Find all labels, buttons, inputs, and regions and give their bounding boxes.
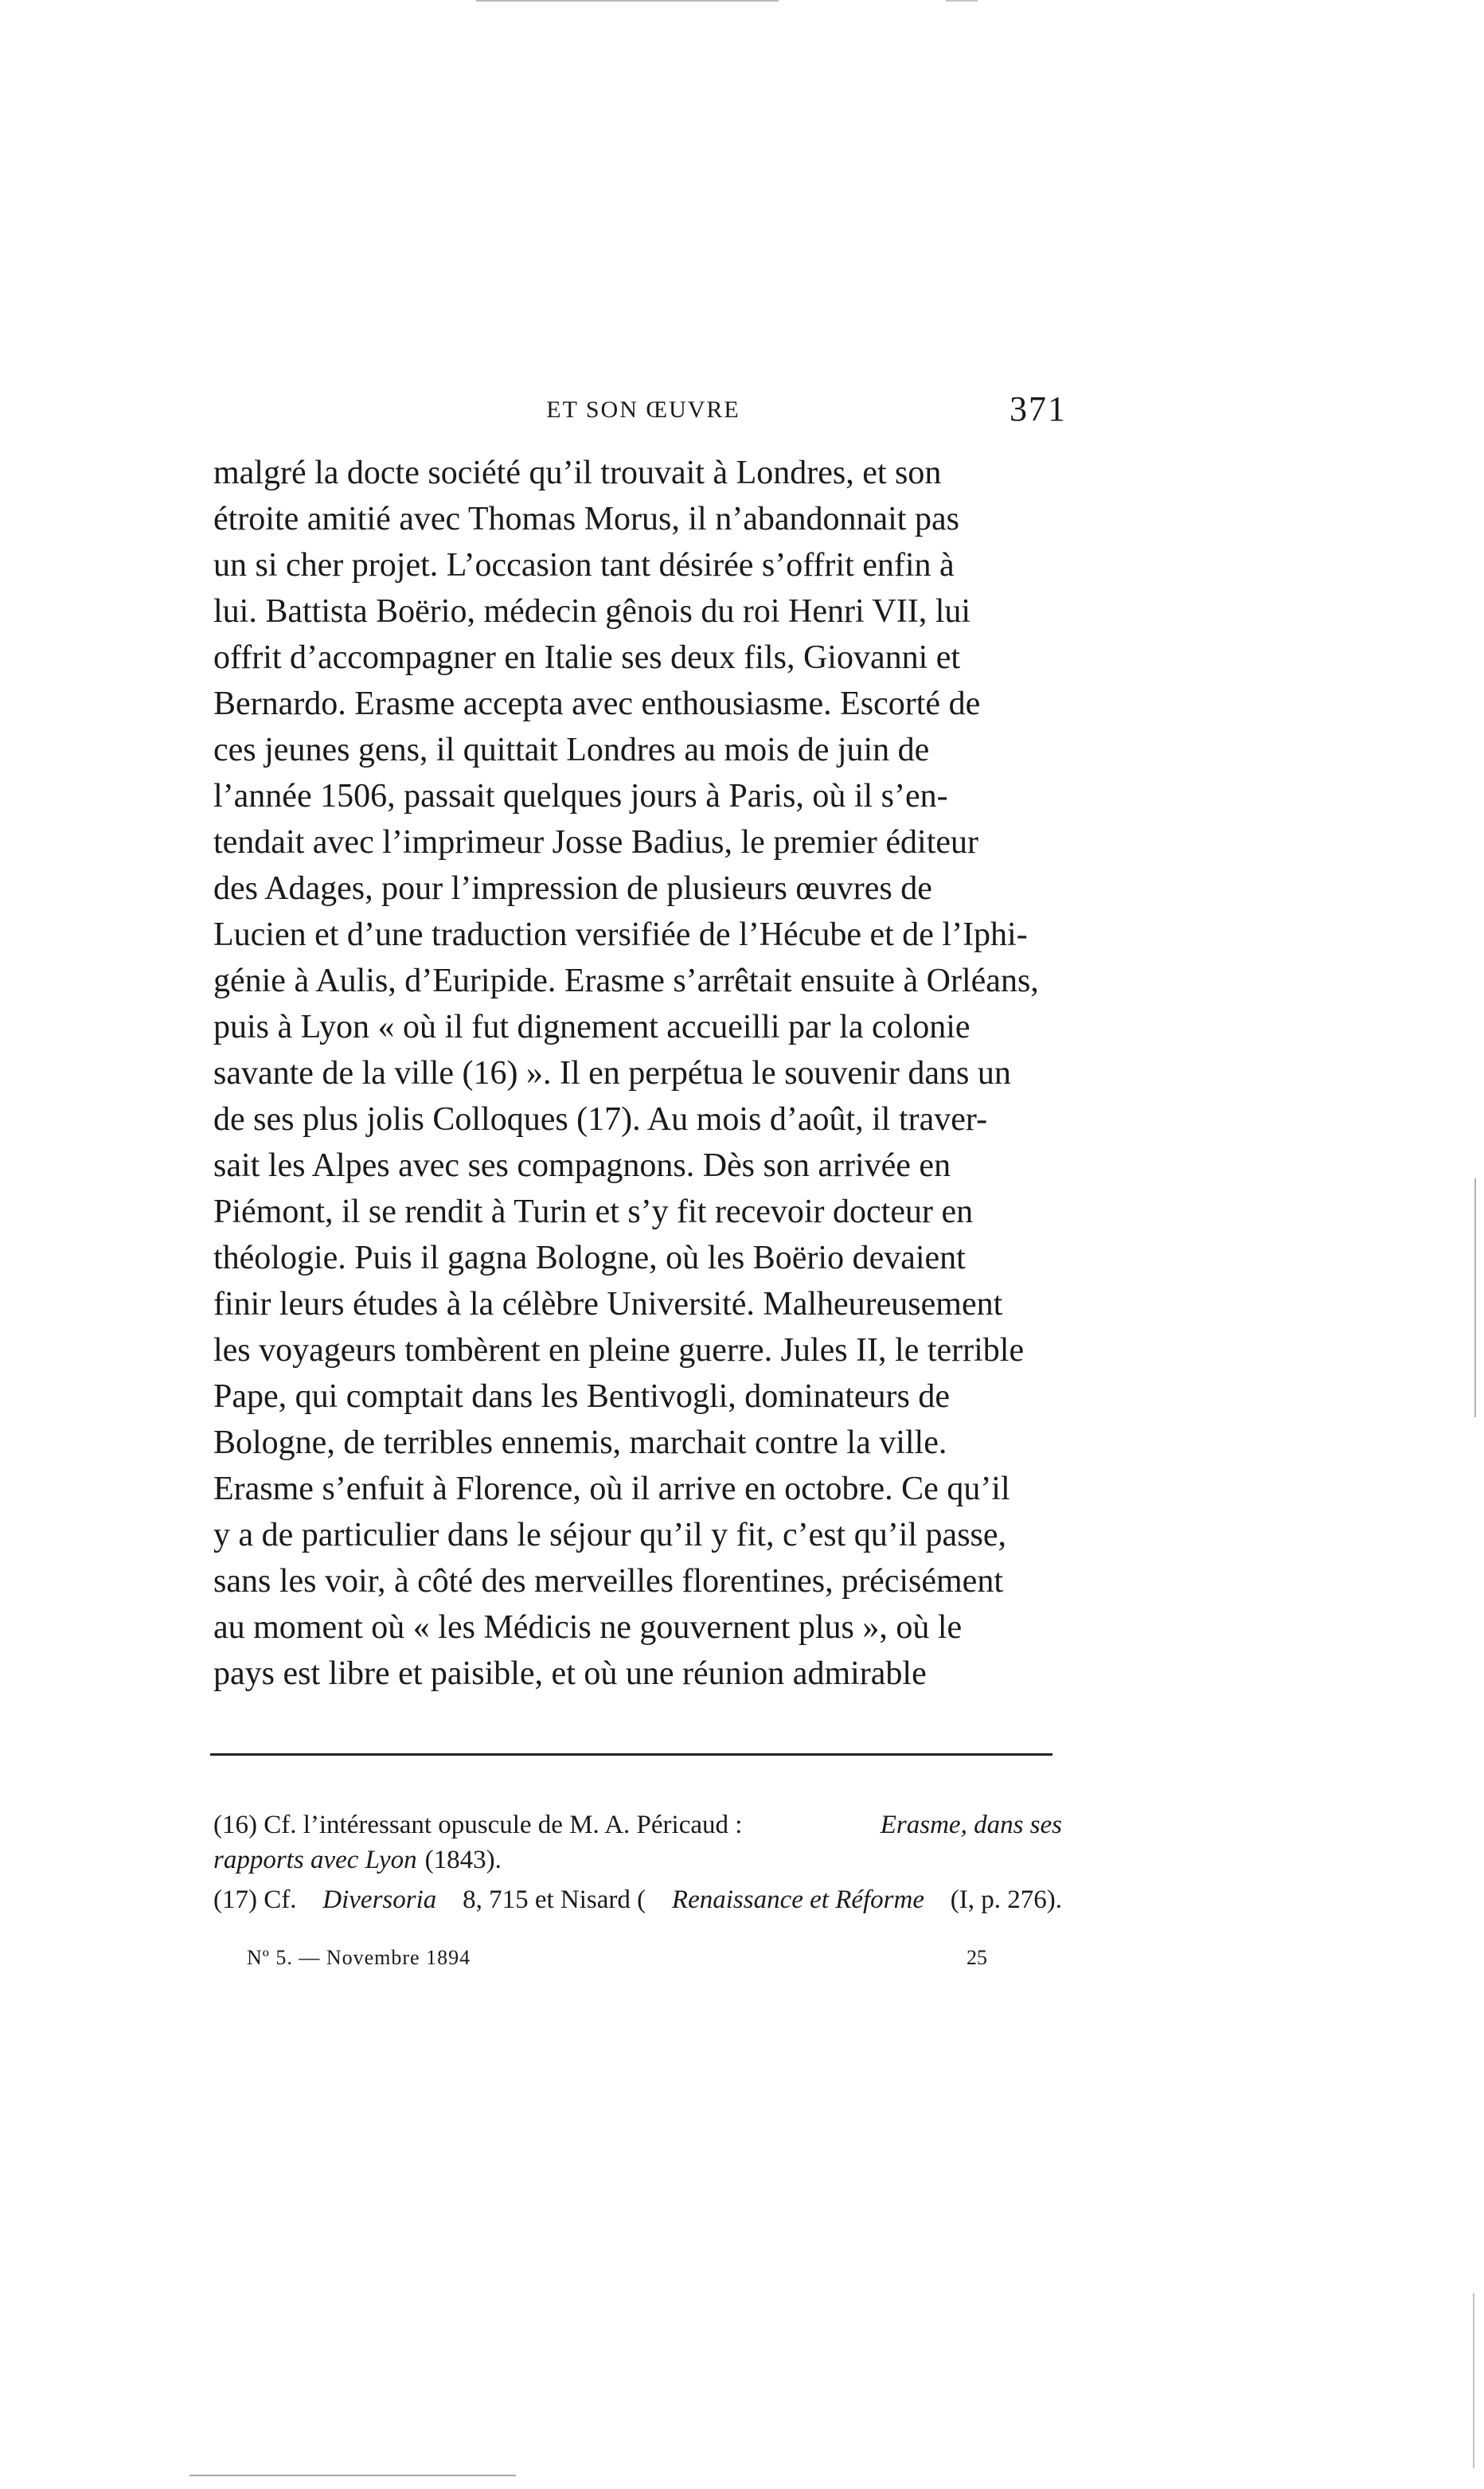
- text-line: offrit d’accompagner en Italie ses deux fils, Giovanni et: [213, 639, 961, 676]
- footnote-16-title-cont: rapports avec Lyon: [213, 1846, 417, 1874]
- footnote-17-end: (I, p. 276).: [950, 1885, 1062, 1914]
- text-line: Erasme s’enfuit à Florence, où il arrive en octobre. Ce qu’il: [213, 1471, 1010, 1507]
- footnote-17: [213, 1882, 1062, 1917]
- text-line: sans les voir, à côté des merveilles florentines, précisément: [213, 1563, 1003, 1600]
- footnote-17-title2: Renaissance et Réforme: [671, 1885, 924, 1914]
- text-line: finir leurs études à la célèbre Université. Malheureusement: [213, 1286, 1003, 1323]
- running-head: [213, 389, 1073, 436]
- footnote-17-mid: 8, 715 et Nisard (: [463, 1885, 646, 1914]
- scan-mark-right-edge-2: [1473, 2293, 1474, 2468]
- printer-signature: [247, 1946, 987, 1978]
- signature-number: 25: [967, 1946, 987, 1969]
- footnotes: [213, 1807, 1062, 1917]
- footnote-rule: [210, 1753, 1052, 1756]
- footnote-16-cont: [213, 1842, 1062, 1877]
- text-line: sait les Alpes avec ses compagnons. Dès son arrivée en: [213, 1147, 951, 1184]
- text-line: malgré la docte société qu’il trouvait à Londres, et son: [213, 455, 942, 491]
- text-line: un si cher projet. L’occasion tant désirée s’offrit enfin à: [213, 547, 955, 584]
- footnote-16-year: (1843).: [424, 1846, 502, 1874]
- scan-mark-top: [476, 0, 779, 2]
- scan-mark-top-right: [946, 0, 978, 2]
- page-number: 371: [1010, 389, 1067, 428]
- body-text: [213, 450, 1062, 1697]
- text-line: théologie. Puis il gagna Bologne, où les Boërio devaient: [213, 1240, 966, 1276]
- text-line: des Adages, pour l’impression de plusieurs œuvres de: [213, 870, 932, 907]
- footnote-17-title: Diversoria: [322, 1885, 437, 1914]
- footnote-16-text: (16) Cf. l’intéressant opuscule de M. A. Péricaud :: [213, 1811, 743, 1839]
- text-line: Pape, qui comptait dans les Bentivogli, dominateurs de: [213, 1378, 951, 1415]
- text-line: pays est libre et paisible, et où une réunion admirable: [213, 1655, 927, 1692]
- footnote-17-prefix: (17) Cf.: [213, 1885, 297, 1914]
- text-line: Piémont, il se rendit à Turin et s’y fit recevoir docteur en: [213, 1194, 974, 1230]
- text-line: y a de particulier dans le séjour qu’il y fit, c’est qu’il passe,: [213, 1517, 1007, 1553]
- text-line: au moment où « les Médicis ne gouvernent plus », où le: [213, 1609, 963, 1646]
- text-line: génie à Aulis, d’Euripide. Erasme s’arrêtait ensuite à Orléans,: [213, 963, 1039, 999]
- text-line: les voyageurs tombèrent en pleine guerre. Jules II, le terrible: [213, 1332, 1025, 1369]
- text-line: Bernardo. Erasme accepta avec enthousiasme. Escorté de: [213, 686, 981, 722]
- text-line: puis à Lyon « où il fut dignement accueilli par la colonie: [213, 1009, 970, 1045]
- footnote-16: [213, 1807, 1062, 1842]
- running-title: ET SON ŒUVRE: [546, 397, 740, 423]
- scan-mark-right-edge: [1474, 1178, 1476, 1417]
- text-line: de ses plus jolis Colloques (17). Au mois d’août, il traver-: [213, 1101, 988, 1138]
- text-line: savante de la ville (16) ». Il en perpétua le souvenir dans un: [213, 1055, 1011, 1092]
- text-line: ces jeunes gens, il quittait Londres au mois de juin de: [213, 732, 930, 768]
- text-line: Lucien et d’une traduction versifiée de l’Hécube et de l’Iphi-: [213, 916, 1028, 953]
- signature-issue: Nº 5. — Novembre 1894: [247, 1946, 471, 1969]
- footnote-16-title: Erasme, dans ses: [880, 1811, 1062, 1839]
- scan-mark-bottom: [189, 2475, 516, 2476]
- text-line: étroite amitié avec Thomas Morus, il n’abandonnait pas: [213, 501, 959, 537]
- text-line: Bologne, de terribles ennemis, marchait contre la ville.: [213, 1424, 947, 1461]
- text-line: l’année 1506, passait quelques jours à Paris, où il s’en-: [213, 778, 948, 815]
- text-line: tendait avec l’imprimeur Josse Badius, le premier éditeur: [213, 824, 979, 861]
- text-line: lui. Battista Boërio, médecin gênois du roi Henri VII, lui: [213, 593, 971, 630]
